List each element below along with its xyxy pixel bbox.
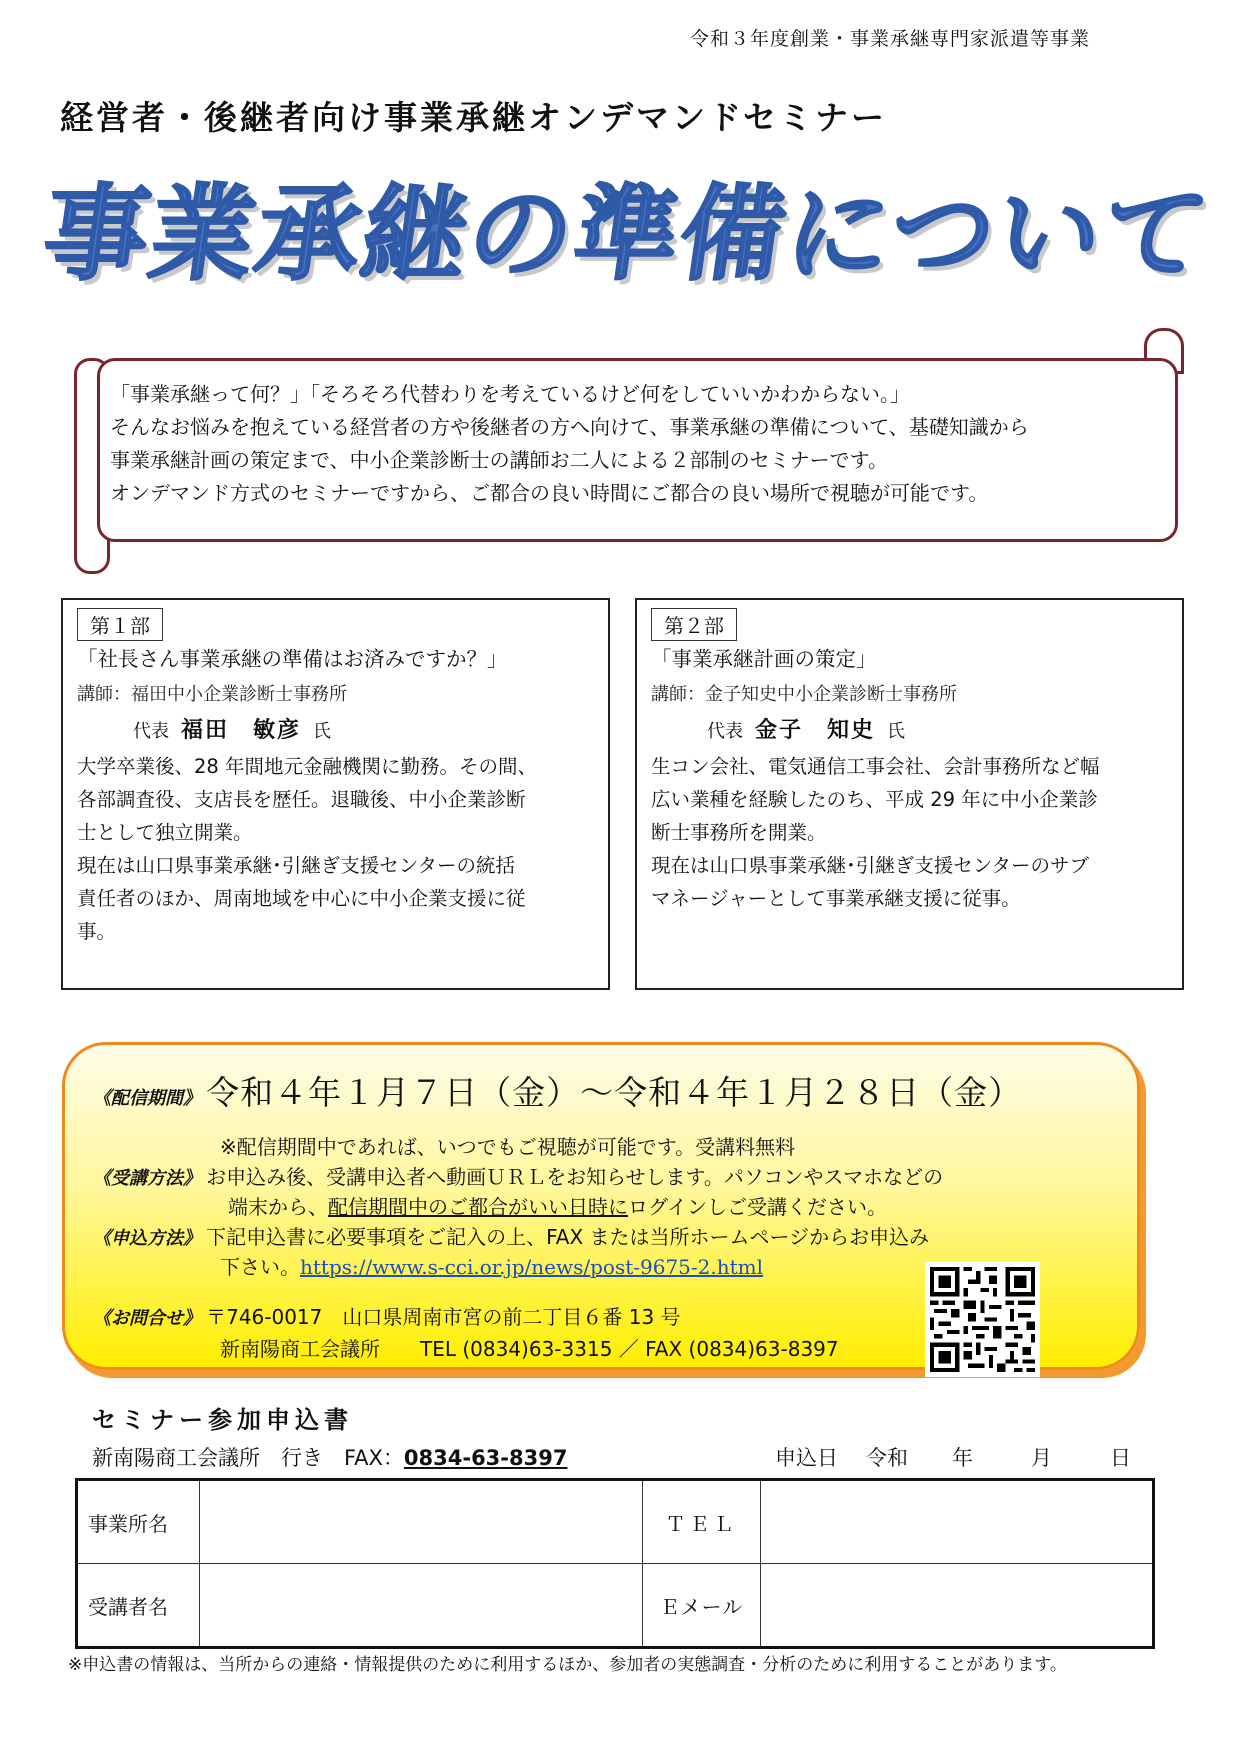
period-value: 令和４年１月７日（金）～令和４年１月２８日（金）	[206, 1073, 1023, 1112]
apply-label: 《申込方法》	[93, 1228, 201, 1249]
office-name-field[interactable]	[200, 1480, 643, 1564]
bio-line: 現在は山口県事業承継･引継ぎ支援センターの統括	[77, 854, 515, 877]
period-row	[93, 1067, 1022, 1114]
date-era: 令和	[866, 1446, 908, 1470]
intro-scroll	[62, 328, 1192, 573]
form-fax-number: 0834-63-8397	[403, 1446, 568, 1470]
email-label: Ｅメール	[643, 1564, 761, 1648]
attendee-name-field[interactable]	[200, 1564, 643, 1648]
period-label: 《配信期間》	[93, 1088, 201, 1109]
date-month: 月	[1031, 1446, 1052, 1470]
bio-line: 責任者のほか、周南地域を中心に中小企業支援に従	[77, 887, 526, 910]
qr-code-icon	[930, 1267, 1035, 1372]
intro-line: オンデマンド方式のセミナーですから、ご都合の良い時間にご都合の良い場所で視聴が可能です。	[110, 481, 989, 505]
office-name-label: 事業所名	[77, 1480, 200, 1564]
seminar-subtitle: 経営者・後継者向け事業承継オンデマンドセミナー	[60, 98, 888, 137]
method-row	[93, 1161, 943, 1190]
form-destination-text: 新南陽商工会議所 行き FAX：	[92, 1446, 404, 1470]
contact-row	[93, 1301, 681, 1330]
email-field[interactable]	[761, 1564, 1154, 1648]
apply-url-link[interactable]: https://www.s-cci.or.jp/news/post-9675-2.html	[300, 1255, 764, 1279]
attendee-name-label: 受講者名	[77, 1564, 200, 1648]
method-text-underlined: 配信期間中のご都合がいい日時に	[328, 1195, 628, 1219]
form-destination	[92, 1442, 567, 1472]
part-label: 第１部	[77, 608, 163, 641]
intro-line: 「事業承継って何？」「そろそろ代替わりを考えているけど何をしていいかわからない。」	[110, 382, 910, 406]
part-label: 第２部	[651, 608, 737, 641]
privacy-footnote: ※申込書の情報は、当所からの連絡・情報提供のために利用するほか、参加者の実態調査・分析のために利用することがあります。	[68, 1655, 1067, 1675]
table-row	[77, 1480, 1154, 1564]
bio-line: 広い業種を経験したのち、平成 29 年に中小企業診	[651, 788, 1098, 811]
bio-line: 士として独立開業。	[77, 821, 253, 844]
role: 代表	[133, 721, 169, 742]
date-year: 年	[952, 1446, 973, 1470]
method-text-2	[228, 1191, 887, 1220]
lecturer-bio	[77, 750, 598, 948]
method-text: お申込み後、受講申込者へ動画ＵＲＬをお知らせします。パソコンやスマホなどの	[206, 1165, 944, 1189]
date-day: 日	[1110, 1446, 1131, 1470]
lecturer-name: 金子 知史	[755, 718, 876, 743]
bio-line: マネージャーとして事業承継支援に従事。	[651, 887, 1021, 910]
bio-line: 各部調査役、支店長を歴任。退職後、中小企業診断	[77, 788, 526, 811]
tel-label: ＴＥＬ	[643, 1480, 761, 1564]
honorific: 氏	[313, 721, 332, 742]
apply-row	[93, 1221, 929, 1250]
part-subtitle: 「社長さん事業承継の準備はお済みですか？」	[77, 647, 508, 671]
bio-line: 生コン会社、電気通信工事会社、会計事務所など幅	[651, 755, 1100, 778]
honorific: 氏	[887, 721, 906, 742]
application-form-table	[75, 1478, 1155, 1649]
form-title: セミナー参加申込書	[92, 1406, 353, 1434]
program-name: 令和３年度創業・事業承継専門家派遣等事業	[690, 28, 1091, 50]
representative	[77, 712, 598, 750]
method-text-part: ログインしご受講ください。	[628, 1195, 887, 1219]
apply-text: 下記申込書に必要事項をご記入の上、FAX または当所ホームページからお申込み	[206, 1225, 930, 1249]
method-label: 《受講方法》	[93, 1168, 201, 1189]
method-text-part: 端末から、	[228, 1195, 328, 1219]
intro-line: そんなお悩みを抱えている経営者の方や後継者の方へ向けて、事業承継の準備について、基礎知識から	[110, 415, 1029, 439]
lecturer-name: 福田 敏彦	[181, 718, 302, 743]
part-subtitle: 「事業承継計画の策定」	[651, 647, 877, 671]
apply-text-2	[220, 1251, 763, 1280]
bio-line: 事。	[77, 920, 117, 943]
role: 代表	[707, 721, 743, 742]
contact-label: 《お問合せ》	[93, 1308, 201, 1329]
apply-text-part: 下さい。	[220, 1255, 300, 1279]
lecturer: 講師：福田中小企業診断士事務所	[77, 684, 347, 705]
lecturer-bio	[651, 750, 1172, 915]
bio-line: 断士事務所を開業。	[651, 821, 827, 844]
bio-line: 現在は山口県事業承継･引継ぎ支援センターのサブ	[651, 854, 1089, 877]
page-title: 事業承継の準備について	[36, 173, 1218, 295]
intro-text	[110, 378, 1029, 510]
date-label: 申込日	[775, 1446, 838, 1470]
lecturer: 講師：金子知史中小企業診断士事務所	[651, 684, 957, 705]
part-1-box	[61, 598, 610, 990]
period-note: ※配信期間中であれば、いつでもご視聴が可能です。受講料無料	[220, 1135, 796, 1159]
representative	[651, 712, 1172, 750]
part-2-box	[635, 598, 1184, 990]
contact-phone: 新南陽商工会議所 TEL (0834)63-3315 ／ FAX (0834)63-8397	[220, 1337, 839, 1361]
intro-line: 事業承継計画の策定まで、中小企業診断士の講師お二人による２部制のセミナーです。	[110, 448, 888, 472]
tel-field[interactable]	[761, 1480, 1154, 1564]
application-date	[775, 1442, 1131, 1472]
bio-line: 大学卒業後、28 年間地元金融機関に勤務。その間、	[77, 755, 538, 778]
contact-address: 〒746-0017 山口県周南市宮の前二丁目６番 13 号	[206, 1305, 681, 1329]
qr-code[interactable]	[925, 1262, 1040, 1377]
table-row	[77, 1564, 1154, 1648]
